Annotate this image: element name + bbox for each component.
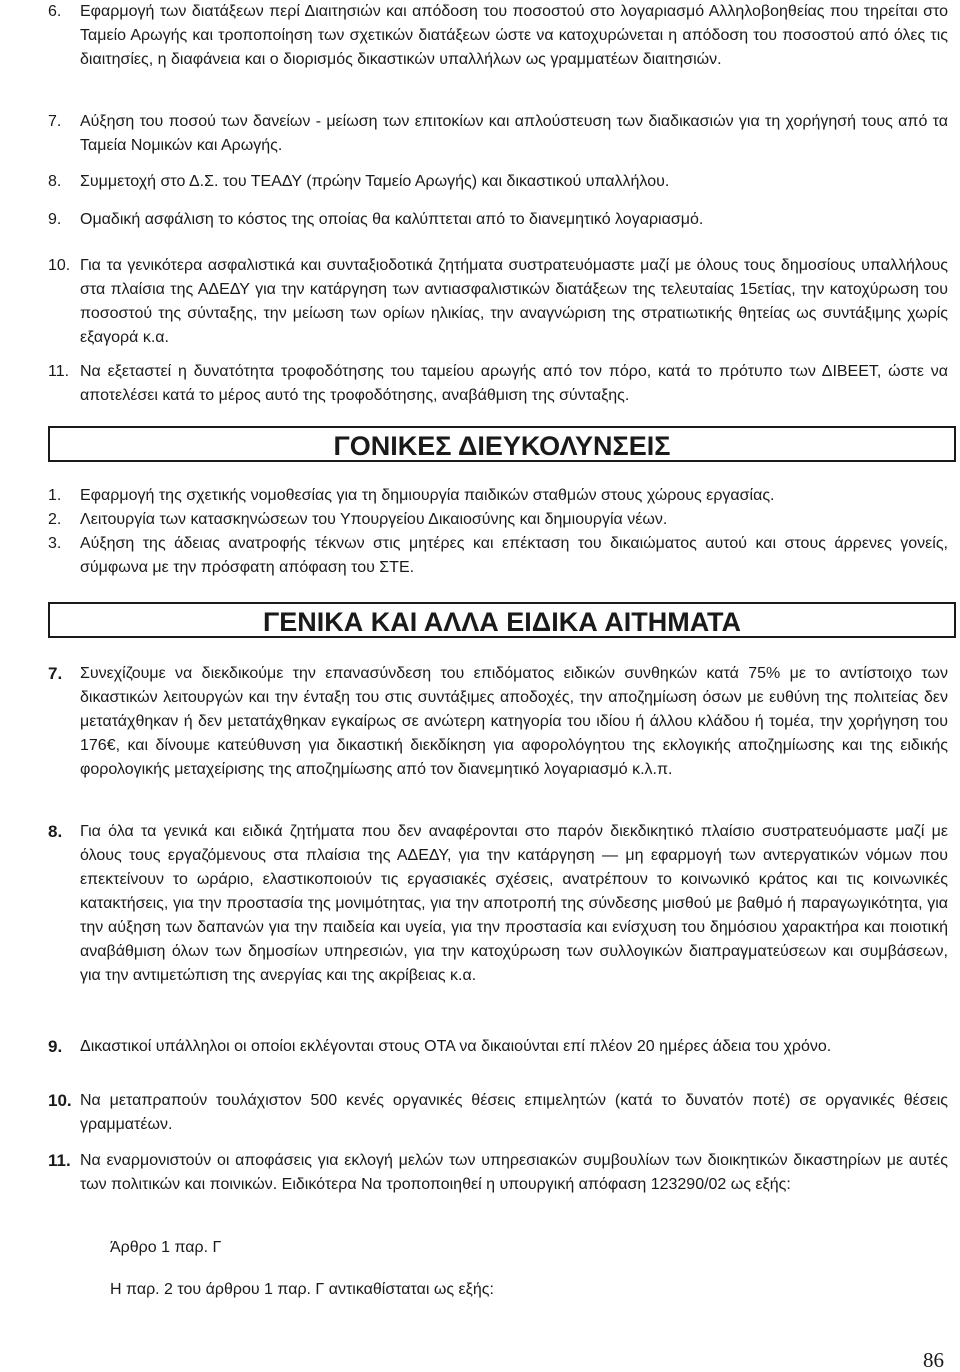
article-reference: Άρθρο 1 παρ. Γ xyxy=(110,1239,222,1256)
item-number: 11. xyxy=(48,363,70,380)
item-text: Εφαρμογή της σχετικής νομοθεσίας για τη δημιουργία παιδικών σταθμών στους χώρους εργασίας. xyxy=(80,487,775,504)
item-text: Να εναρμονιστούν οι αποφάσεις για εκλογή μελών των υπηρεσιακών συμβουλίων των διοικητικών δικαστηρίων με αυτές των πολιτικών και ποινικών. Ειδικότερα Να τροποποιηθεί η υπουργική απόφαση 123290/02 ως εξής: xyxy=(80,1152,948,1193)
item-number: 1. xyxy=(48,487,62,504)
item-text: Να μεταπραπούν τουλάχιστον 500 κενές οργανικές θέσεις επιμελητών (κατά το δυνατόν ποτέ) σε οργανικές θέσεις γραμματέων. xyxy=(80,1092,948,1133)
item-text: Να εξεταστεί η δυνατότητα τροφοδότησης του ταμείου αρωγής από τον πόρο, κατά το πρότυπο των ΔΙΒΕΕΤ, ώστε να αποτελέσει κατά το μέρος αυτό της τροφοδότησης, αναβάθμιση της σύνταξης. xyxy=(80,363,948,404)
item-text: Δικαστικοί υπάλληλοι οι οποίοι εκλέγονται στους ΟΤΑ να δικαιούνται επί πλέον 20 ημέρες άδεια του χρόνο. xyxy=(80,1038,832,1055)
replacement-line: Η παρ. 2 του άρθρου 1 παρ. Γ αντικαθίσταται ως εξής: xyxy=(110,1281,494,1298)
item-number: 2. xyxy=(48,511,62,528)
list-item xyxy=(48,662,948,782)
item-text: Για όλα τα γενικά και ειδικά ζητήματα που δεν αναφέρονται στο παρόν διεκδικητικό πλαίσιο συστρατευόμαστε μαζί με όλους τους εργαζόμενους στα πλαίσια της ΑΔΕΔΥ, για την κατάργηση — μη εφαρμογή των αντεργατικών νόμων που επεκτείνουν το ωράριο, ελαστικοποιούν τις εργασιακές σχέσεις, ανατρέπουν το κοινωνικό κράτος και τις κοινωνικές κατακτήσεις, για την προστασία της μονιμότητας, για την αποτροπή της σύνδεσης μισθού με βαθμό ή παραγωγικότητα, για την αύξηση των δαπανών για την παιδεία και υγεία, για την προστασία και ενίσχυση του δημόσιου χαρακτήρα και ποιοτική αναβάθμιση όλων των δημοσίων υπηρεσιών, για την κατοχύρωση των συλλογικών διαπραγματεύσεων και συμβάσεων, για την αντιμετώπιση της ανεργίας και της ακρίβειας κ.α. xyxy=(80,823,948,984)
item-number: 9. xyxy=(48,1037,63,1056)
list-item xyxy=(48,484,948,508)
item-text: Συμμετοχή στο Δ.Σ. του ΤΕΑΔΥ (πρώην Ταμείο Αρωγής) και δικαστικού υπαλλήλου. xyxy=(80,173,670,190)
section-heading: ΓΟΝΙΚΕΣ ΔΙΕΥΚΟΛΥΝΣΕΙΣ xyxy=(333,431,671,461)
item-number: 8. xyxy=(48,822,63,841)
item-number: 11. xyxy=(48,1151,71,1170)
list-item xyxy=(48,360,948,408)
item-text: Λειτουργία των κατασκηνώσεων του Υπουργείου Δικαιοσύνης και δημιουργία νέων. xyxy=(80,511,668,528)
list-item xyxy=(48,1089,948,1137)
list-item xyxy=(48,532,948,580)
list-item xyxy=(48,1035,948,1059)
page-number: 86 xyxy=(923,1348,944,1372)
item-number: 8. xyxy=(48,173,62,190)
item-text: Αύξηση του ποσού των δανείων - μείωση των επιτοκίων και απλούστευση των διαδικασιών για τη χορήγησή τους από τα Ταμεία Νομικών και Αρωγής. xyxy=(80,113,948,154)
item-text: Συνεχίζουμε να διεκδικούμε την επανασύνδεση του επιδόματος ειδικών συνθηκών κατά 75% με το αντίστοιχο των δικαστικών λειτουργών και την ένταξη του στις συντάξιμες αποδοχές, την αποζημίωση όσων με ευθύνη της πολιτείας δεν μετατάχθηκαν ή δεν μετατάχθηκαν εγκαίρως σε ανώτερη κατηγορία του ιδίου ή άλλου κλάδου ή τομέα, την χορήγηση του 176€, και δίνουμε κατεύθυνση για δικαστική διεκδίκηση για αφορολόγητου της εκλογικής αποζημίωσης και της ειδικής φορολογικής μεταχείρισης της αποζημίωσης από τον διανεμητικό λογαριασμό κ.λ.π. xyxy=(80,665,948,778)
list-item xyxy=(48,508,948,532)
item-number: 9. xyxy=(48,211,62,228)
item-number: 7. xyxy=(48,664,63,683)
list-item xyxy=(48,0,948,72)
item-number: 10. xyxy=(48,1091,72,1110)
section-heading: ΓΕΝΙΚΑ ΚΑΙ ΑΛΛΑ ΕΙΔΙΚΑ ΑΙΤΗΜΑΤΑ xyxy=(263,607,741,637)
item-text: Αύξηση της άδειας ανατροφής τέκνων στις μητέρες και επέκταση του δικαιώματος αυτού και στους άρρενες γονείς, σύμφωνα με την πρόσφατη απόφαση του ΣΤΕ. xyxy=(80,535,948,576)
item-number: 6. xyxy=(48,3,62,20)
item-text: Για τα γενικότερα ασφαλιστικά και συνταξιοδοτικά ζητήματα συστρατευόμαστε μαζί με όλους τους δημοσίους υπαλλήλους στα πλαίσια της ΑΔΕΔΥ για την κατάργηση των αντιασφαλιστικών διατάξεων της τελευταίας 15ετίας, την κατοχύρωση του ποσοστού της σύνταξης, την μείωση των ορίων ηλικίας, την αναγνώριση της στρατιωτικής θητείας ως συντάξιμης χωρίς εξαγορά κ.α. xyxy=(80,257,948,346)
list-item xyxy=(48,208,948,232)
item-number: 3. xyxy=(48,535,62,552)
list-item xyxy=(48,1149,948,1197)
item-number: 7. xyxy=(48,113,62,130)
item-text: Εφαρμογή των διατάξεων περί Διαιτησιών και απόδοση του ποσοστού στο λογαριασμό Αλληλοβοηθείας που τηρείται στο Ταμείο Αρωγής και τροποποίηση των σχετικών διατάξεων ώστε να κατοχυρώνεται η απόδοση του ποσοστού από όλες τις διαιτησίες, η διαφάνεια και ο διορισμός δικαστικών υπαλλήλων ως γραμματέων διαιτησιών. xyxy=(80,3,948,68)
list-item xyxy=(48,820,948,988)
item-text: Ομαδική ασφάλιση το κόστος της οποίας θα καλύπτεται από το διανεμητικό λογαριασμό. xyxy=(80,211,704,228)
list-item xyxy=(48,254,948,350)
item-number: 10. xyxy=(48,257,71,274)
list-item xyxy=(48,110,948,158)
list-item xyxy=(48,170,948,194)
